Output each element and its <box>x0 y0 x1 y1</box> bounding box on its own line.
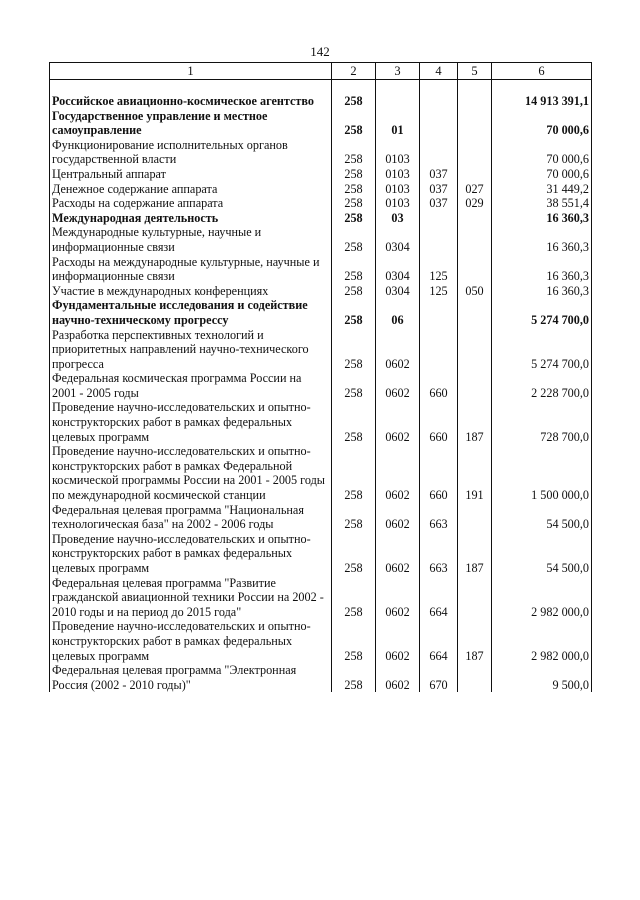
row-amount-cell: 2 228 700,0 <box>492 371 592 400</box>
row-target-code-cell: 037 <box>420 182 458 197</box>
row-target-code-cell <box>420 328 458 372</box>
row-section-code-cell: 03 <box>376 211 420 226</box>
row-ministry-code-cell: 258 <box>332 196 376 211</box>
row-target-code-cell: 037 <box>420 167 458 182</box>
row-name-cell: Расходы на международные культурные, научные и информационные связи <box>50 255 332 284</box>
row-section-code-cell: 01 <box>376 109 420 138</box>
row-expense-code-cell: 187 <box>458 532 492 576</box>
row-name-cell: Центральный аппарат <box>50 167 332 182</box>
row-section-code-cell: 0602 <box>376 503 420 532</box>
row-expense-code-cell <box>458 255 492 284</box>
row-ministry-code-cell: 258 <box>332 211 376 226</box>
row-expense-code-cell <box>458 211 492 226</box>
row-amount-cell: 5 274 700,0 <box>492 328 592 372</box>
row-target-code-cell <box>420 225 458 254</box>
row-target-code-cell: 664 <box>420 619 458 663</box>
row-target-code-cell <box>420 298 458 327</box>
row-ministry-code-cell: 258 <box>332 109 376 138</box>
row-section-code-cell: 0602 <box>376 532 420 576</box>
row-ministry-code-cell: 258 <box>332 576 376 620</box>
row-expense-code-cell <box>458 167 492 182</box>
row-expense-code-cell <box>458 328 492 372</box>
row-expense-code-cell <box>458 225 492 254</box>
column-header-4: 4 <box>420 63 458 80</box>
row-target-code-cell: 125 <box>420 255 458 284</box>
table-row <box>50 284 592 299</box>
row-expense-code-cell: 050 <box>458 284 492 299</box>
budget-table <box>49 62 592 692</box>
row-target-code-cell: 663 <box>420 503 458 532</box>
row-ministry-code-cell: 258 <box>332 225 376 254</box>
row-expense-code-cell: 187 <box>458 400 492 444</box>
table-row <box>50 255 592 284</box>
row-expense-code-cell <box>458 371 492 400</box>
row-target-code-cell: 660 <box>420 444 458 502</box>
row-ministry-code-cell: 258 <box>332 80 376 109</box>
row-amount-cell: 728 700,0 <box>492 400 592 444</box>
row-section-code-cell: 0103 <box>376 196 420 211</box>
row-amount-cell: 2 982 000,0 <box>492 576 592 620</box>
row-amount-cell: 70 000,6 <box>492 138 592 167</box>
row-expense-code-cell: 027 <box>458 182 492 197</box>
row-amount-cell: 5 274 700,0 <box>492 298 592 327</box>
row-target-code-cell: 660 <box>420 400 458 444</box>
row-section-code-cell: 0602 <box>376 328 420 372</box>
row-name-cell: Федеральная целевая программа "Национальная технологическая база" на 2002 - 2006 годы <box>50 503 332 532</box>
row-name-cell: Федеральная целевая программа "Развитие гражданской авиационной техники России на 2002 - 2010 годы и на период до 2015 года" <box>50 576 332 620</box>
row-name-cell: Проведение научно-исследовательских и опытно-конструкторских работ в рамках Федеральной космической программы России на 2001 - 2005 годы по международной космической станции <box>50 444 332 502</box>
row-ministry-code-cell: 258 <box>332 255 376 284</box>
row-expense-code-cell <box>458 138 492 167</box>
row-amount-cell: 16 360,3 <box>492 211 592 226</box>
row-amount-cell: 70 000,6 <box>492 109 592 138</box>
row-name-cell: Разработка перспективных технологий и приоритетных направлений научно-технического прогресса <box>50 328 332 372</box>
row-name-cell: Федеральная космическая программа России на 2001 - 2005 годы <box>50 371 332 400</box>
row-amount-cell: 16 360,3 <box>492 284 592 299</box>
row-target-code-cell: 663 <box>420 532 458 576</box>
row-name-cell: Расходы на содержание аппарата <box>50 196 332 211</box>
table-row <box>50 444 592 502</box>
table-row <box>50 211 592 226</box>
column-header-2: 2 <box>332 63 376 80</box>
row-ministry-code-cell: 258 <box>332 503 376 532</box>
row-section-code-cell: 0602 <box>376 371 420 400</box>
row-amount-cell: 1 500 000,0 <box>492 444 592 502</box>
row-section-code-cell: 0304 <box>376 284 420 299</box>
row-section-code-cell: 0304 <box>376 255 420 284</box>
row-expense-code-cell <box>458 80 492 109</box>
row-name-cell: Международная деятельность <box>50 211 332 226</box>
table-row <box>50 400 592 444</box>
table-row <box>50 576 592 620</box>
row-amount-cell: 16 360,3 <box>492 255 592 284</box>
row-ministry-code-cell: 258 <box>332 371 376 400</box>
row-section-code-cell: 0602 <box>376 619 420 663</box>
row-target-code-cell: 660 <box>420 371 458 400</box>
row-amount-cell: 2 982 000,0 <box>492 619 592 663</box>
row-target-code-cell: 037 <box>420 196 458 211</box>
row-target-code-cell <box>420 138 458 167</box>
row-target-code-cell: 664 <box>420 576 458 620</box>
table-row <box>50 109 592 138</box>
row-amount-cell: 54 500,0 <box>492 503 592 532</box>
row-expense-code-cell <box>458 576 492 620</box>
row-name-cell: Проведение научно-исследовательских и опытно-конструкторских работ в рамках федеральных целевых программ <box>50 400 332 444</box>
row-section-code-cell <box>376 80 420 109</box>
row-name-cell: Проведение научно-исследовательских и опытно-конструкторских работ в рамках федеральных целевых программ <box>50 619 332 663</box>
column-header-3: 3 <box>376 63 420 80</box>
row-section-code-cell: 0103 <box>376 167 420 182</box>
row-name-cell: Денежное содержание аппарата <box>50 182 332 197</box>
row-target-code-cell <box>420 211 458 226</box>
row-ministry-code-cell: 258 <box>332 182 376 197</box>
row-name-cell: Фундаментальные исследования и содействие научно-техническому прогрессу <box>50 298 332 327</box>
row-name-cell: Участие в международных конференциях <box>50 284 332 299</box>
table-row <box>50 182 592 197</box>
row-section-code-cell: 06 <box>376 298 420 327</box>
row-ministry-code-cell: 258 <box>332 298 376 327</box>
row-expense-code-cell: 187 <box>458 619 492 663</box>
table-body <box>50 80 592 693</box>
row-ministry-code-cell: 258 <box>332 619 376 663</box>
row-expense-code-cell <box>458 109 492 138</box>
table-row <box>50 80 592 109</box>
column-header-6: 6 <box>492 63 592 80</box>
row-expense-code-cell <box>458 503 492 532</box>
row-section-code-cell: 0602 <box>376 444 420 502</box>
table-row <box>50 167 592 182</box>
row-ministry-code-cell: 258 <box>332 138 376 167</box>
header-row <box>50 63 592 80</box>
row-name-cell: Функционирование исполнительных органов государственной власти <box>50 138 332 167</box>
row-amount-cell: 38 551,4 <box>492 196 592 211</box>
row-section-code-cell: 0602 <box>376 663 420 692</box>
row-name-cell: Российское авиационно-космическое агентство <box>50 80 332 109</box>
row-ministry-code-cell: 258 <box>332 532 376 576</box>
table-row <box>50 328 592 372</box>
table-row <box>50 138 592 167</box>
row-target-code-cell: 670 <box>420 663 458 692</box>
row-ministry-code-cell: 258 <box>332 328 376 372</box>
row-ministry-code-cell: 258 <box>332 400 376 444</box>
row-section-code-cell: 0103 <box>376 138 420 167</box>
column-header-1: 1 <box>50 63 332 80</box>
row-expense-code-cell: 029 <box>458 196 492 211</box>
table-row <box>50 663 592 692</box>
row-name-cell: Федеральная целевая программа "Электронная Россия (2002 - 2010 годы)" <box>50 663 332 692</box>
row-amount-cell: 16 360,3 <box>492 225 592 254</box>
row-amount-cell: 70 000,6 <box>492 167 592 182</box>
row-ministry-code-cell: 258 <box>332 663 376 692</box>
row-target-code-cell <box>420 109 458 138</box>
row-amount-cell: 9 500,0 <box>492 663 592 692</box>
table-row <box>50 619 592 663</box>
row-expense-code-cell <box>458 663 492 692</box>
row-section-code-cell: 0602 <box>376 576 420 620</box>
row-section-code-cell: 0304 <box>376 225 420 254</box>
table-row <box>50 371 592 400</box>
row-amount-cell: 14 913 391,1 <box>492 80 592 109</box>
row-section-code-cell: 0602 <box>376 400 420 444</box>
row-expense-code-cell: 191 <box>458 444 492 502</box>
table-row <box>50 298 592 327</box>
row-target-code-cell: 125 <box>420 284 458 299</box>
table-row <box>50 532 592 576</box>
row-target-code-cell <box>420 80 458 109</box>
column-header-5: 5 <box>458 63 492 80</box>
row-name-cell: Государственное управление и местное самоуправление <box>50 109 332 138</box>
row-ministry-code-cell: 258 <box>332 444 376 502</box>
row-section-code-cell: 0103 <box>376 182 420 197</box>
row-expense-code-cell <box>458 298 492 327</box>
table-row <box>50 503 592 532</box>
page-number: 142 <box>310 44 330 59</box>
row-name-cell: Проведение научно-исследовательских и опытно-конструкторских работ в рамках федеральных целевых программ <box>50 532 332 576</box>
row-name-cell: Международные культурные, научные и информационные связи <box>50 225 332 254</box>
table-row <box>50 225 592 254</box>
row-amount-cell: 54 500,0 <box>492 532 592 576</box>
table-row <box>50 196 592 211</box>
row-ministry-code-cell: 258 <box>332 167 376 182</box>
row-ministry-code-cell: 258 <box>332 284 376 299</box>
row-amount-cell: 31 449,2 <box>492 182 592 197</box>
